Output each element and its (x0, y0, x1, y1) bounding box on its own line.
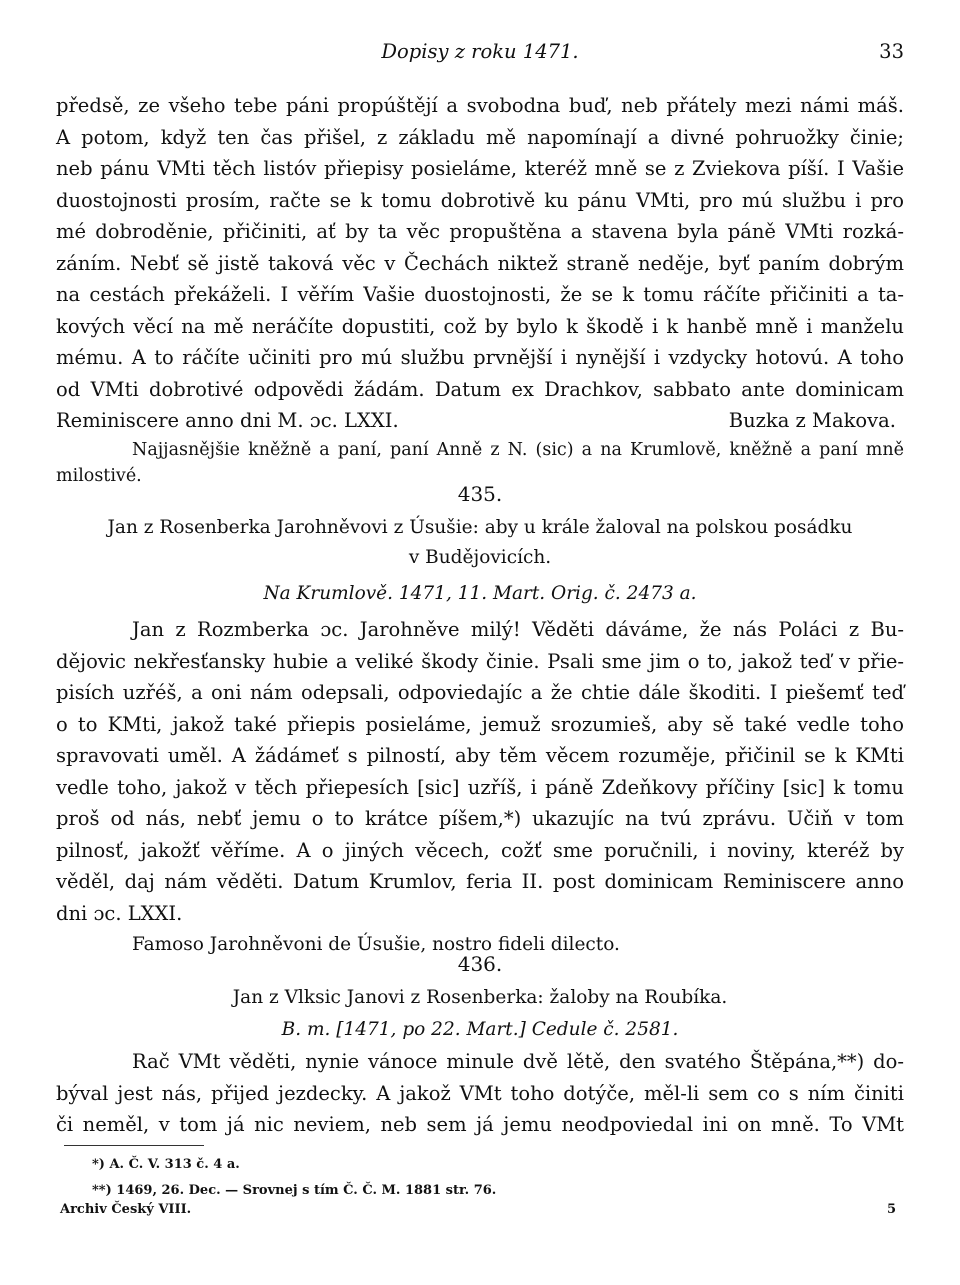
text-line: neb pánu VMti těch listóv přiepisy posieláme, kteréž mně se z Zviekova píší. I Vašie (56, 157, 904, 180)
page-header (56, 40, 904, 72)
text-line: A potom, když ten čas přišel, z základu mě napomínají a divné pohruožky činie; (56, 125, 904, 149)
text-line: mému. A to ráčíte učiniti pro mú službu prvnější i nynější i vzdycky hotovú. A toho (56, 346, 904, 369)
text-line: dějovic nekřesťansky hubie a veliké škody činie. Psali sme jim o to, jakož teď v přie- (56, 649, 904, 673)
text-line: záním. Nebť sě jistě taková věc v Čechách niktež straně neděje, byť paním dobrým (56, 251, 904, 275)
source-reference: Na Krumlově. 1471, 11. Mart. Orig. č. 2473 a. (263, 582, 697, 604)
text-line: předsě, ze všeho tebe páni propúštějí a svobodna buď, neb přátely mezi námi máš. (56, 94, 904, 117)
closing-date: Reminiscere anno dni M. ɔc. LXXI. (56, 409, 399, 432)
letter-436-text (56, 1046, 904, 1141)
document-number: 435. (457, 482, 503, 506)
footnote-divider (64, 1145, 204, 1146)
address-line: milostivé. (56, 465, 142, 486)
running-title: Dopisy z roku 1471. (381, 40, 579, 63)
letter-435-text (56, 614, 904, 961)
signature-line (60, 1202, 896, 1217)
text-line: věděl, daj nám věděti. Datum Krumlov, feria II. post dominicam Reminiscere anno (56, 870, 904, 893)
text-line: pilnosť, jakožť věříme. A o jiných věcech, cožť sme poručnili, i noviny, kteréž by (56, 838, 904, 862)
sheet-number: 5 (886, 1202, 896, 1217)
footnote: **) 1469, 26. Dec. — Srovnej s tím Č. Č. M. 1881 str. 76. (92, 1183, 497, 1198)
signature: Buzka z Makova. (728, 409, 896, 432)
text-line: o to KMti, jakož také přiepis posieláme, jemuž srozumieš, aby sě také vedle toho (56, 712, 904, 736)
text-line: Rač VMt věděti, nynie vánoce minule dvě lětě, den svatého Štěpána,**) do- (132, 1050, 904, 1073)
summary-line: Jan z Vlksic Janovi z Rosenberka: žaloby na Roubíka. (232, 987, 728, 1008)
letter-436-heading (56, 982, 904, 1045)
text-line: od VMti dobrotivé odpovědi žádám. Datum ex Drachkov, sabbato ante dominicam (56, 377, 904, 401)
text-line: býval jest nás, přijed jezdecky. A jakož VMt toho dotýče, měl-li sem co s ním činiti (56, 1081, 904, 1105)
letter-435-heading (56, 512, 904, 609)
text-line: spravovati uměl. A žádámeť s pilností, aby těm věcem rozuměje, přičinil se k KMti (56, 744, 904, 767)
document-number: 436. (457, 952, 503, 976)
summary-line: Jan z Rosenberka Jarohněvovi z Úsušie: aby u krále žaloval na polskou posádku (107, 517, 853, 538)
text-line: na cestách překáželi. I věřím Vašie duostojnosti, že se k tomu ráčíte přičiniti a ta- (56, 283, 904, 306)
address-line: Najjasnějšie kněžně a paní, paní Anně z N. (sic) a na Krumlově, kněžně a paní mně (132, 439, 904, 460)
address-line: Famoso Jarohněvoni de Úsušie, nostro fideli dilecto. (132, 934, 620, 955)
text-line: či neměl, v tom já nic neviem, neb sem já jemu neodpoviedal ini on mně. To VMt (56, 1113, 904, 1136)
footnote: *) A. Č. V. 313 č. 4 a. (92, 1157, 240, 1172)
letter-434-text (56, 90, 904, 489)
text-line: proš od nás, nebť jemu o to krátce píšem,*) ukazujíc na tvú zprávu. Učiň v tom (56, 807, 904, 830)
text-line: pisích uzřéš, a oni nám odepsali, odpoviedajíc a že chtie dále škoditi. I piešemť teď (56, 681, 904, 704)
text-line: Jan z Rozmberka ɔc. Jarohněve milý! Věděti dáváme, že nás Poláci z Bu- (132, 618, 904, 641)
source-reference: B. m. [1471, po 22. Mart.] Cedule č. 2581. (281, 1018, 679, 1040)
footnotes (56, 1152, 904, 1204)
text-line: duostojnosti prosím, račte se k tomu dobrotivě ku pánu VMti, pro mú službu i pro (56, 188, 904, 212)
page-number: 33 (879, 40, 904, 63)
volume-signature: Archiv Český VIII. (60, 1202, 192, 1217)
text-line: vedle toho, jakož v těch přiepesích [sic] uzříš, i páně Zdeňkovy příčiny [sic] k tomu (56, 775, 904, 799)
text-line: dni ɔc. LXXI. (56, 901, 183, 925)
text-line: kových věcí na mě neráčíte dopustiti, což by bylo k škodě i k hanbě mně i manželu (56, 314, 904, 338)
text-line: mé dobroděnie, přičiniti, ať by ta věc propuštěna a stavena byla páně VMti rozká- (56, 220, 904, 243)
closing-line (56, 405, 904, 437)
summary-line: v Budějovicích. (408, 546, 552, 568)
